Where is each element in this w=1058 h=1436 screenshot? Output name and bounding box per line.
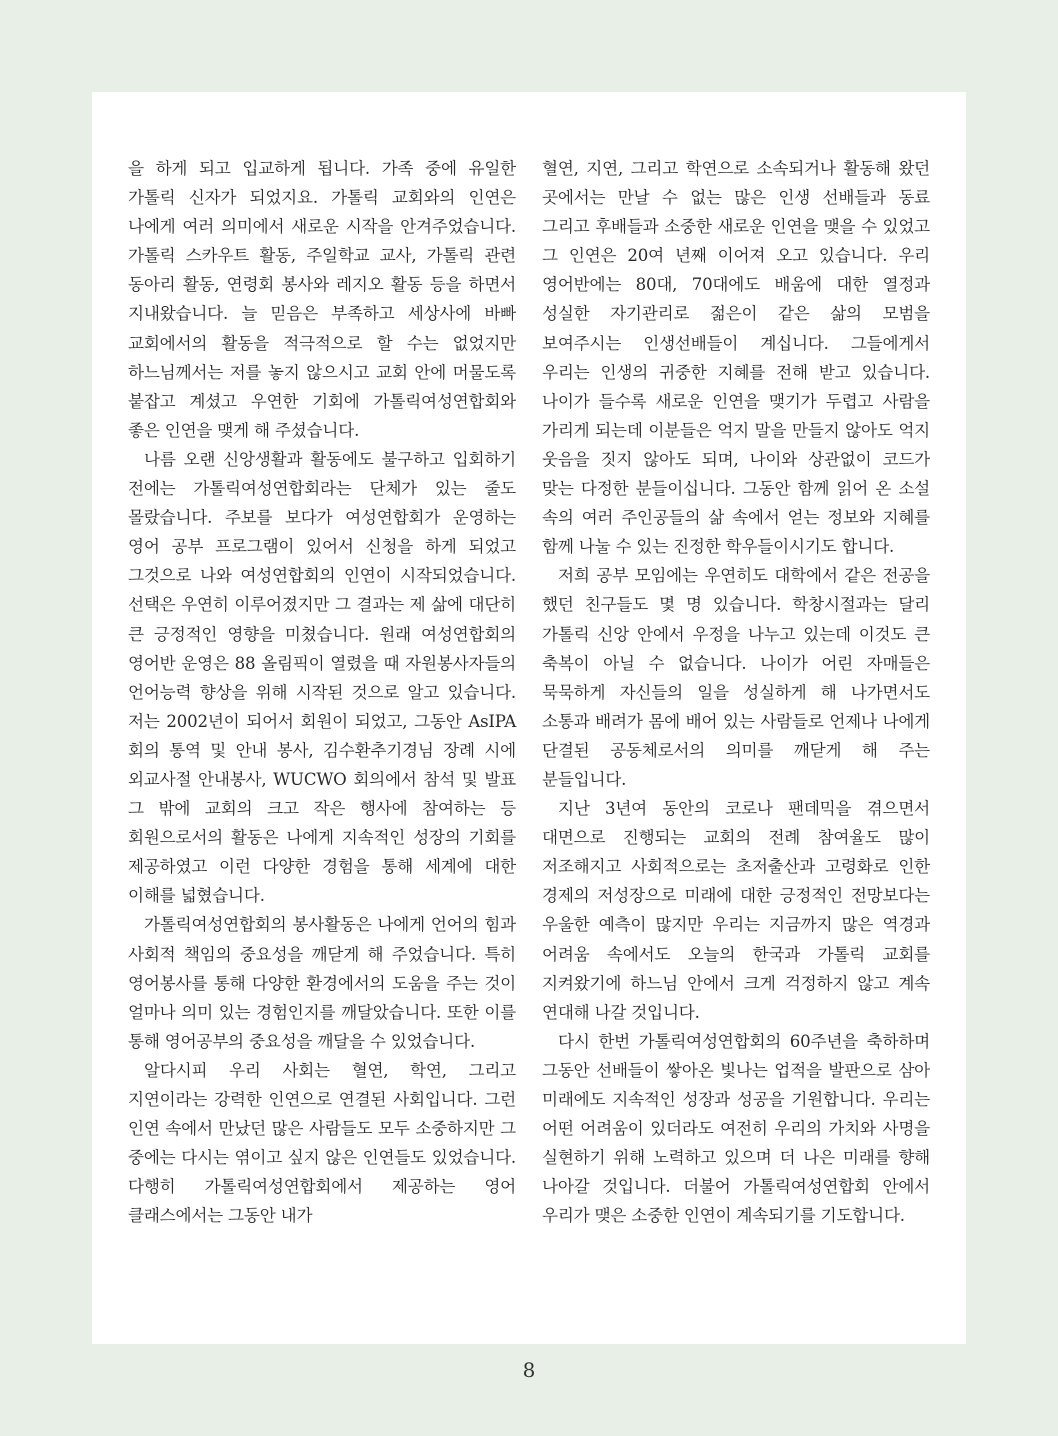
paragraph: 혈연, 지연, 그리고 학연으로 소속되거나 활동해 왔던 곳에서는 만날 수 없는 많은 인생 선배들과 동료 그리고 후배들과 소중한 새로운 인연을 맺을 수 있었고 그 인연은 20여 년째 이어져 오고 있습니다. 우리 영어반에는 80대, 70대에도 배움에 대한 열정과 성실한 자기관리로 젊은이 같은 삶의 모범을 보여주시는 인생선배들이 계십니다. 그들에게서 우리는 인생의 귀중한 지혜를 전해 받고 있습니다. 나이가 들수록 새로운 인연을 맺기가 두렵고 사람을 가리게 되는데 이분들은 억지 말을 만들지 않아도 억지 웃음을 짓지 않아도 되며, 나이와 상관없이 코드가 맞는 다정한 분들이십니다. 그동안 함께 읽어 온 소설 속의 여러 주인공들의 삶 속에서 얻는 정보와 지혜를 함께 나눌 수 있는 진정한 학우들이시기도 합니다. xyxy=(542,159,930,557)
paragraph: 다시 한번 가톨릭여성연합회의 60주년을 축하하며 그동안 선배들이 쌓아온 빛나는 업적을 발판으로 삼아 미래에도 지속적인 성장과 성공을 기원합니다. 우리는 어떤 어려움이 있더라도 여전히 우리의 가치와 사명을 실현하기 위해 노력하고 있으며 더 나은 미래를 향해 나아갈 것입니다. 더불어 가톨릭여성연합회 안에서 우리가 맺은 소중한 인연이 계속되기를 기도합니다. xyxy=(542,1031,930,1226)
page-number: 8 xyxy=(522,1358,536,1382)
paragraph: 알다시피 우리 사회는 혈연, 학연, 그리고 지연이라는 강력한 인연으로 연결된 사회입니다. 그런 인연 속에서 만났던 많은 사람들도 모두 소중하지만 그 중에는 다시는 엮이고 싶지 않은 인연들도 있었습니다. 다행히 가톨릭여성연합회에서 제공하는 영어 클래스에서는 그동안 내가 xyxy=(128,1060,516,1226)
paragraph: 가톨릭여성연합회의 봉사활동은 나에게 언어의 힘과 사회적 책임의 중요성을 깨닫게 해 주었습니다. 특히 영어봉사를 통해 다양한 환경에서의 도움을 주는 것이 얼마나 의미 있는 경험인지를 깨달았습니다. 또한 이를 통해 영어공부의 중요성을 깨달을 수 있었습니다. xyxy=(128,915,516,1051)
right-column xyxy=(542,154,930,1230)
left-column xyxy=(128,154,516,1230)
paragraph: 나름 오랜 신앙생활과 활동에도 불구하고 입회하기 전에는 가톨릭여성연합회라는 단체가 있는 줄도 몰랐습니다. 주보를 보다가 여성연합회가 운영하는 영어 공부 프로그램이 있어서 신청을 하게 되었고 그것으로 나와 여성연합회의 인연이 시작되었습니다. 선택은 우연히 이루어졌지만 그 결과는 제 삶에 대단히 큰 긍정적인 영향을 미쳤습니다. 원래 여성연합회의 영어반 운영은 88 올림픽이 열렸을 때 자원봉사자들의 언어능력 향상을 위해 시작된 것으로 알고 있습니다. 저는 2002년이 되어서 회원이 되었고, 그동안 AsIPA 회의 통역 및 안내 봉사, 김수환추기경님 장례 시에 외교사절 안내봉사, WUCWO 회의에서 참석 및 발표 그 밖에 교회의 크고 작은 행사에 참여하는 등 회원으로서의 활동은 나에게 지속적인 성장의 기회를 제공하였고 이런 다양한 경험을 통해 세계에 대한 이해를 넓혔습니다. xyxy=(128,449,516,906)
paragraph: 을 하게 되고 입교하게 됩니다. 가족 중에 유일한 가톨릭 신자가 되었지요. 가톨릭 교회와의 인연은 나에게 여러 의미에서 새로운 시작을 안겨주었습니다. 가톨릭 스카우트 활동, 주일학교 교사, 가톨릭 관련 동아리 활동, 연령회 봉사와 레지오 활동 등을 하면서 지내왔습니다. 늘 믿음은 부족하고 세상사에 바빠 교회에서의 활동을 적극적으로 할 수는 없었지만 하느님께서는 저를 놓지 않으시고 교회 안에 머물도록 붙잡고 계셨고 우연한 기회에 가톨릭여성연합회와 좋은 인연을 맺게 해 주셨습니다. xyxy=(128,159,516,440)
paragraph: 지난 3년여 동안의 코로나 팬데믹을 겪으면서 대면으로 진행되는 교회의 전례 참여율도 많이 저조해지고 사회적으로는 초저출산과 고령화로 인한 경제의 저성장으로 미래에 대한 긍정적인 전망보다는 우울한 예측이 많지만 우리는 지금까지 많은 역경과 어려움 속에서도 오늘의 한국과 가톨릭 교회를 지켜왔기에 하느님 안에서 크게 걱정하지 않고 계속 연대해 나갈 것입니다. xyxy=(542,799,930,1022)
paragraph: 저희 공부 모임에는 우연히도 대학에서 같은 전공을 했던 친구들도 몇 명 있습니다. 학창시절과는 달리 가톨릭 신앙 안에서 우정을 나누고 있는데 이것도 큰 축복이 아닐 수 없습니다. 나이가 어린 자매들은 묵묵하게 자신들의 일을 성실하게 해 나가면서도 소통과 배려가 몸에 배어 있는 사람들로 언제나 나에게 단결된 공동체로서의 의미를 깨닫게 해 주는 분들입니다. xyxy=(542,566,930,789)
page-sheet xyxy=(92,92,966,1344)
